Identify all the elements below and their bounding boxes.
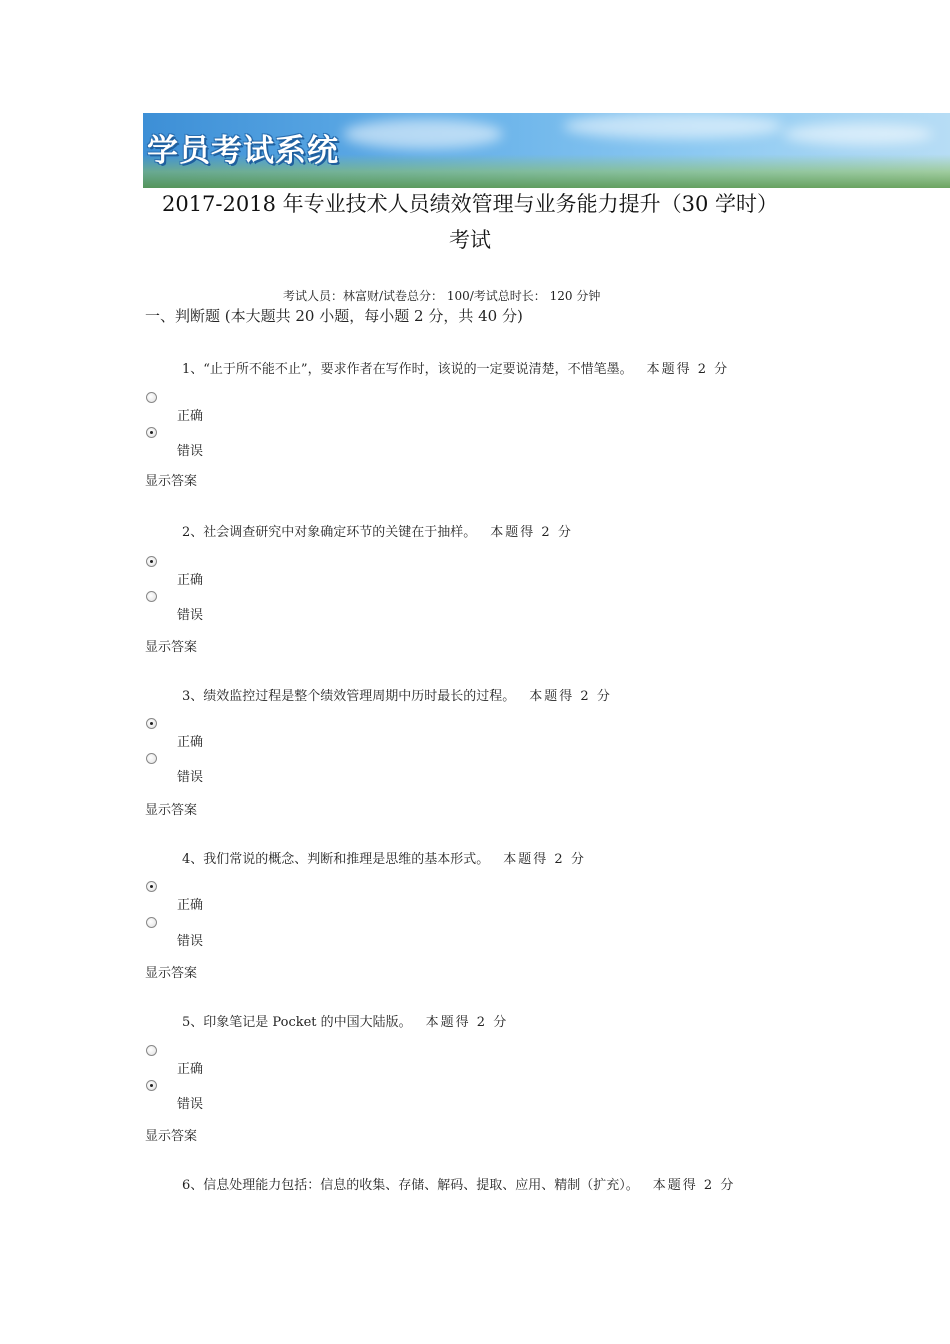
question-stem: 1、“止于所不能不止”，要求作者在写作时，该说的一定要说清楚，不惜笔墨。 [182,362,633,377]
radio-wrong[interactable] [146,917,157,928]
radio-correct[interactable] [146,881,157,892]
show-answer-link[interactable]: 显示答案 [145,803,198,818]
show-answer-link[interactable]: 显示答案 [145,966,198,981]
question-stem: 3、绩效监控过程是整个绩效管理周期中历时最长的过程。 [182,689,516,704]
radio-correct[interactable] [146,1045,157,1056]
question-text [182,521,573,540]
radio-correct[interactable] [146,718,157,729]
question-score: 本题得 2 分 [652,1178,736,1193]
question-1 [0,358,950,518]
question-4 [0,848,950,1008]
question-6 [0,1174,950,1214]
option-label-correct: 正确 [177,898,204,913]
system-logo-title: 学员考试系统 [147,133,339,169]
question-stem: 4、我们常说的概念、判断和推理是思维的基本形式。 [182,852,490,867]
option-label-wrong: 错误 [177,934,204,949]
question-score: 本题得 2 分 [503,852,586,867]
radio-correct[interactable] [146,556,157,567]
radio-wrong[interactable] [146,753,157,764]
question-score: 本题得 2 分 [646,362,730,377]
question-text [182,1174,735,1193]
section-heading: 一、判断题 (本大题共 20 小题，每小题 2 分，共 40 分) [145,307,523,325]
question-text [182,848,586,867]
exam-info: 考试人员：林富财/试卷总分： 100/考试总时长： 120 分钟 [283,289,601,303]
question-stem: 5、印象笔记是 Pocket 的中国大陆版。 [182,1015,412,1030]
question-stem: 6、信息处理能力包括：信息的收集、存储、解码、提取、应用、精制（扩充）。 [182,1178,639,1193]
option-label-wrong: 错误 [177,444,204,459]
option-label-correct: 正确 [177,409,204,424]
show-answer-link[interactable]: 显示答案 [145,640,198,655]
show-answer-link[interactable]: 显示答案 [145,474,198,489]
question-score: 本题得 2 分 [490,525,573,540]
option-label-correct: 正确 [177,735,204,750]
radio-correct[interactable] [146,392,157,403]
question-2 [0,521,950,681]
radio-wrong[interactable] [146,427,157,438]
question-stem: 2、社会调查研究中对象确定环节的关键在于抽样。 [182,525,477,540]
question-text [182,685,612,704]
option-label-correct: 正确 [177,1062,204,1077]
option-label-wrong: 错误 [177,1097,204,1112]
question-text [182,358,729,377]
question-3 [0,685,950,845]
page-title-line-2: 考试 [449,228,491,252]
question-score: 本题得 2 分 [529,689,612,704]
option-label-wrong: 错误 [177,770,204,785]
radio-wrong[interactable] [146,1080,157,1091]
option-label-correct: 正确 [177,573,204,588]
show-answer-link[interactable]: 显示答案 [145,1129,198,1144]
question-5 [0,1011,950,1171]
page-title-line-1: 2017-2018 年专业技术人员绩效管理与业务能力提升（30 学时） [161,192,779,216]
header-banner [143,113,950,188]
radio-wrong[interactable] [146,591,157,602]
question-text [182,1011,508,1030]
page-title [143,186,797,258]
question-score: 本题得 2 分 [425,1015,509,1030]
option-label-wrong: 错误 [177,608,204,623]
